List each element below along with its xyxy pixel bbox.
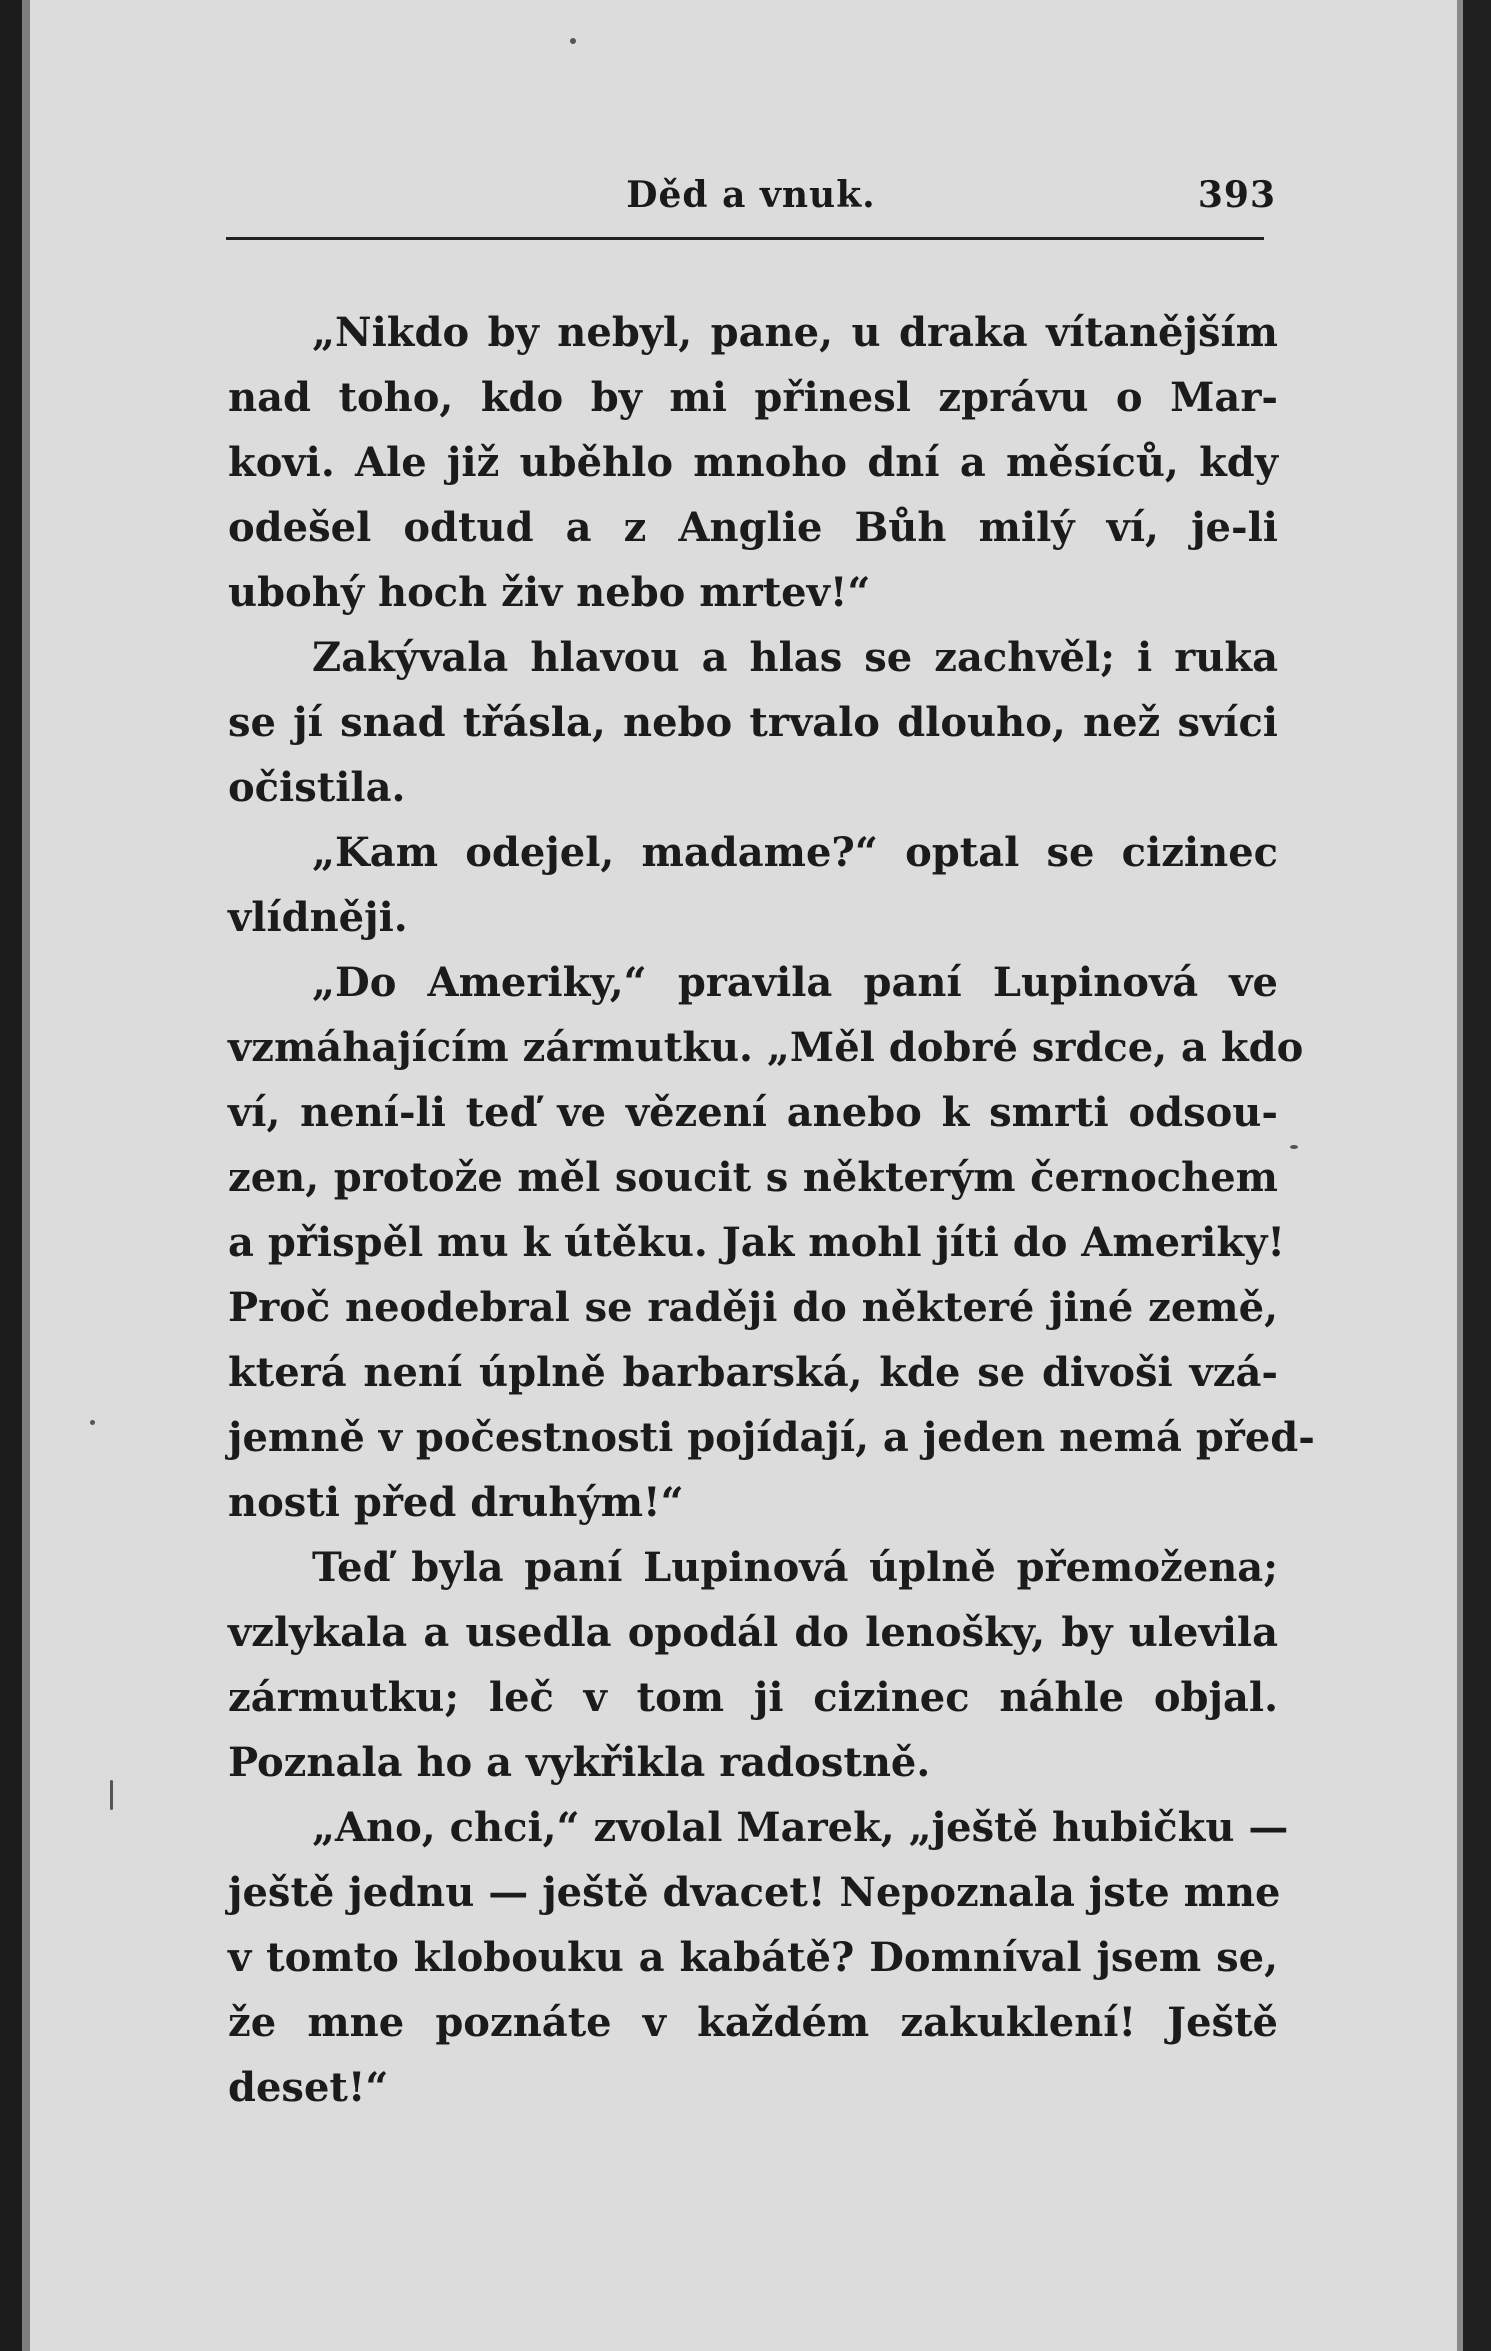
text-line: Proč neodebral se raději do některé jiné země, bbox=[228, 1284, 1278, 1331]
text-line: „Nikdo by nebyl, pane, u draka vítanějším bbox=[312, 309, 1278, 356]
page-number: 393 bbox=[1197, 174, 1276, 216]
text-line: nosti před druhým!“ bbox=[228, 1479, 684, 1526]
text-line: zen, protože měl soucit s některým černochem bbox=[228, 1154, 1278, 1201]
paper-speck bbox=[1290, 1145, 1298, 1149]
text-line: ví, není-li teď ve vězení anebo k smrti odsou- bbox=[228, 1089, 1278, 1136]
paper-speck bbox=[110, 1780, 113, 1810]
page-right-edge bbox=[1463, 0, 1491, 2351]
text-line: kovi. Ale již uběhlo mnoho dní a měsíců, kdy bbox=[228, 439, 1278, 486]
text-line: a přispěl mu k útěku. Jak mohl jíti do Ameriky! bbox=[228, 1219, 1285, 1266]
text-line: se jí snad třásla, nebo trvalo dlouho, než svíci bbox=[228, 699, 1278, 746]
paper-speck bbox=[570, 38, 576, 44]
text-line: nad toho, kdo by mi přinesl zprávu o Mar- bbox=[228, 374, 1278, 421]
text-line: která není úplně barbarská, kde se divoši vzá- bbox=[228, 1349, 1278, 1396]
text-line: v tomto klobouku a kabátě? Domníval jsem se, bbox=[228, 1934, 1278, 1981]
text-line: jemně v počestnosti pojídají, a jeden nemá před- bbox=[228, 1414, 1315, 1461]
text-line: zármutku; leč v tom ji cizinec náhle objal. bbox=[228, 1674, 1278, 1721]
running-header bbox=[226, 170, 1276, 230]
text-line: očistila. bbox=[228, 764, 406, 811]
text-line: ještě jednu — ještě dvacet! Nepoznala jste mne bbox=[228, 1869, 1281, 1916]
page-body-text bbox=[228, 300, 1315, 2120]
page-left-edge bbox=[0, 0, 22, 2351]
text-line: vlídněji. bbox=[228, 894, 408, 941]
text-line: vzlykala a usedla opodál do lenošky, by ulevila bbox=[228, 1609, 1278, 1656]
paper-speck bbox=[90, 1420, 95, 1425]
text-line: vzmáhajícím zármutku. „Měl dobré srdce, a kdo bbox=[228, 1024, 1304, 1071]
running-title: Děd a vnuk. bbox=[626, 174, 876, 216]
text-line: deset!“ bbox=[228, 2064, 389, 2111]
text-line: Teď byla paní Lupinová úplně přemožena; bbox=[312, 1544, 1278, 1591]
page-left-shadow bbox=[22, 0, 30, 2351]
text-line: odešel odtud a z Anglie Bůh milý ví, je-li bbox=[228, 504, 1278, 551]
text-line: že mne poznáte v každém zakuklení! Ještě bbox=[228, 1999, 1278, 2046]
header-rule bbox=[226, 237, 1264, 240]
text-line: Zakývala hlavou a hlas se zachvěl; i ruka bbox=[312, 634, 1278, 681]
text-line: „Kam odejel, madame?“ optal se cizinec bbox=[312, 829, 1278, 876]
text-line: ubohý hoch živ nebo mrtev!“ bbox=[228, 569, 871, 616]
text-line: „Ano, chci,“ zvolal Marek, „ještě hubičku — bbox=[312, 1804, 1289, 1851]
text-line: Poznala ho a vykřikla radostně. bbox=[228, 1739, 931, 1786]
text-line: „Do Ameriky,“ pravila paní Lupinová ve bbox=[312, 959, 1278, 1006]
page-right-shadow bbox=[1457, 0, 1463, 2351]
